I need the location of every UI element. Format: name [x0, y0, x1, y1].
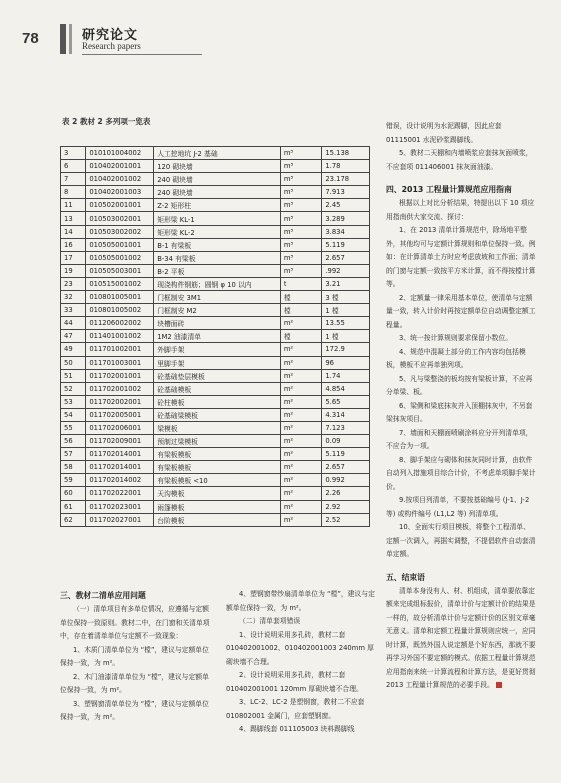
quantity: 2.45 [322, 199, 370, 212]
list-item: 9.按项目列清单，不要按基础编号 (J-1、J-2 等) 或构件编号 (L1,L2 等) 列清单项。 [386, 496, 530, 518]
page-number: 78 [22, 30, 39, 47]
paragraph: 根据以上对比分析结果，特提出以下 10 项应用指南供大家交流、探讨： [386, 199, 535, 221]
list-item: 2、设计说明采用多孔砖，教材二套 010402001001 120mm 厚砌块墙不合理。 [226, 671, 363, 693]
header-decor-bar [60, 24, 66, 54]
unit: m³ [280, 186, 322, 199]
unit: 樘 [280, 291, 322, 304]
item-code: 010402001001 [86, 160, 154, 173]
item-name: 有梁板模板 [154, 448, 281, 461]
list-item: 1、在 2013 清单计算规范中，除场地平整外，其他均可与定额计算规则和单位保持一致。例如：在计算清单土方时应考虑放坡和工作面；清单的门窗与定额一致按平方米计算，而不得按樘计算等。 [386, 226, 536, 288]
list-item: 5、凡与梁整浇的板均按有梁板计算，不应再分单梁、板。 [386, 374, 533, 396]
section-title-cn: 研究论文 [82, 28, 139, 43]
item-name: 有梁板模板 <10 [154, 474, 281, 487]
right-column [386, 120, 536, 693]
item-name: 梁模板 [154, 421, 281, 434]
quantity: 7.913 [322, 186, 370, 199]
unit: m² [280, 448, 322, 461]
row-index: 56 [61, 435, 86, 448]
paragraph: 错误，设计说明为水泥踢脚，因此应套 01115001 水泥砂浆踢脚线。 [386, 122, 502, 144]
quantity: 1 樘 [322, 304, 370, 317]
item-code: 010503002001 [86, 212, 154, 225]
list-item: 3、塑钢窗清单单位为 “樘”，建议与定额单位保持一致，为 m²。 [60, 699, 209, 721]
quantity: 172.9 [322, 343, 370, 356]
unit: 樘 [280, 330, 322, 343]
table-row [61, 435, 370, 448]
quantity: 4.314 [322, 408, 370, 421]
list-item: 4、踢脚线套 011105003 块料踢脚线 [239, 725, 355, 733]
item-name: 240 砌块墙 [154, 173, 281, 186]
item-code: 010503002002 [86, 225, 154, 238]
header-rule [82, 54, 202, 55]
section-3-heading: 三、教材二清单应用问题 [60, 591, 146, 600]
list-item: 8、脚手架应与砌体和抹灰同时计算，由软件自动列入措施项目综合计价，不考虑单项脚手架计价。 [386, 455, 536, 491]
row-index: 49 [61, 343, 86, 356]
row-index: 17 [61, 251, 86, 264]
section-5-heading: 五、结束语 [386, 572, 425, 582]
quantity: 13.55 [322, 317, 370, 330]
quantity: 96 [322, 356, 370, 369]
table-row [61, 173, 370, 186]
quantity: 4.854 [322, 382, 370, 395]
table-row [61, 395, 370, 408]
unit: m³ [280, 212, 322, 225]
table-row [61, 513, 370, 526]
quantity: 2.92 [322, 500, 370, 513]
table-row [61, 251, 370, 264]
table-row [61, 330, 370, 343]
item-code: 010402001002 [86, 173, 154, 186]
item-code: 010801005001 [86, 291, 154, 304]
item-code: 011702027001 [86, 513, 154, 526]
row-index: 6 [61, 160, 86, 173]
quantity: 5.65 [322, 395, 370, 408]
quantity: 23.178 [322, 173, 370, 186]
table-row [61, 500, 370, 513]
left-column-1 [60, 588, 210, 725]
row-index: 44 [61, 317, 86, 330]
unit: m³ [280, 147, 322, 160]
unit: m² [280, 421, 322, 434]
paragraph: （一）清单项目有多单位情况，应遵循与定额单位保持一致原则。教材二中，在门窗和关清单项中，存在着清单单位与定额不一致现象： [60, 605, 210, 640]
item-code: 011206002002 [86, 317, 154, 330]
row-index: 53 [61, 395, 86, 408]
quantity: 1.74 [322, 369, 370, 382]
row-index: 57 [61, 448, 86, 461]
item-code: 010505001001 [86, 238, 154, 251]
table-row [61, 487, 370, 500]
item-name: 里脚手架 [154, 356, 281, 369]
item-name: B-2 平板 [154, 264, 281, 277]
list-item: 1、设计说明采用多孔砖，教材二套 010402001002、010402001003 240mm 厚砌块墙不合理。 [226, 630, 374, 666]
unit: m³ [280, 199, 322, 212]
item-name: 门框制安 3M1 [154, 291, 281, 304]
table-row [61, 474, 370, 487]
item-name: 雨篷模板 [154, 500, 281, 513]
unit: m³ [280, 173, 322, 186]
item-name: 天沟模板 [154, 487, 281, 500]
item-name: B-1 有梁板 [154, 238, 281, 251]
quantity: 3.21 [322, 277, 370, 290]
unit: m³ [280, 225, 322, 238]
unit: m² [280, 474, 322, 487]
list-item: 4、规范中混凝土部分的工作内容均包括模板，模板不应再单独列项。 [386, 347, 526, 369]
left-column-2 [226, 588, 376, 737]
quantity: 2.657 [322, 461, 370, 474]
quantity: 15.138 [322, 147, 370, 160]
item-code: 011401001002 [86, 330, 154, 343]
unit: m² [280, 500, 322, 513]
row-index: 8 [61, 186, 86, 199]
item-name: B-34 有梁板 [154, 251, 281, 264]
row-index: 50 [61, 356, 86, 369]
section-title-en: Research papers [82, 41, 141, 51]
unit: m² [280, 461, 322, 474]
item-name: 120 砌块墙 [154, 160, 281, 173]
item-code: 010402001003 [86, 186, 154, 199]
table-row [61, 421, 370, 434]
item-code: 011702009001 [86, 435, 154, 448]
row-index: 16 [61, 238, 86, 251]
table-row [61, 408, 370, 421]
unit: m² [280, 395, 322, 408]
quantity: 7.123 [322, 421, 370, 434]
paragraph: 5、教材二天棚和内墙喷浆应套抹灰面喷浆，不应套项 011406001 抹灰面油漆。 [386, 149, 533, 171]
list-item: 7、墙面和天棚面喷刷涂料应分开列清单项，不应合为一项。 [386, 428, 533, 450]
header-decor-bar-thin [69, 24, 72, 54]
item-name: 预制过梁模板 [154, 435, 281, 448]
quantity: .992 [322, 264, 370, 277]
item-name: 块槽面砖 [154, 317, 281, 330]
unit: m² [280, 513, 322, 526]
table-row [61, 343, 370, 356]
quantity: 0.09 [322, 435, 370, 448]
item-name: 240 砌块墙 [154, 186, 281, 199]
unit: m² [280, 343, 322, 356]
item-code: 011701003001 [86, 356, 154, 369]
item-code: 011702023001 [86, 500, 154, 513]
item-code: 011702014001 [86, 461, 154, 474]
item-name: 外脚手架 [154, 343, 281, 356]
unit: m³ [280, 251, 322, 264]
row-index: 54 [61, 408, 86, 421]
item-code: 011702002001 [86, 395, 154, 408]
subheading: （二）清单套项错误 [239, 617, 301, 625]
quantity: 1.78 [322, 160, 370, 173]
item-name: 砼基础垫层模板 [154, 369, 281, 382]
conclusion-paragraph: 清单本身没有人、材、机组成，清单要依靠定额来完成组标报价，清单计价与定额计价的结果是一样的，故分析清单计价与定额计价的区别文章毫无意义。清单和定额工程量计算规则应统一，应同时计算，既然外国人说定额是个好东西，那就不要再学习外国不要定额的模式。依据工程量计算规范应用指南来统一计算流程和计算方法，是更好贯彻 2013 工程量计算规范的必要手段。 [386, 586, 536, 689]
item-code: 010505003001 [86, 264, 154, 277]
item-name: 砼基础梁模板 [154, 408, 281, 421]
table-row [61, 147, 370, 160]
row-index: 58 [61, 461, 86, 474]
paragraph: 4、塑钢窗带纱扇清单单位为 “樘”，建议与定额单位保持一致，为 m²。 [226, 590, 375, 612]
table-row [61, 448, 370, 461]
row-index: 23 [61, 277, 86, 290]
row-index: 13 [61, 212, 86, 225]
row-index: 55 [61, 421, 86, 434]
unit: m² [280, 317, 322, 330]
table-row [61, 382, 370, 395]
unit: m³ [280, 238, 322, 251]
quantity: 0.992 [322, 474, 370, 487]
table-row [61, 291, 370, 304]
item-name: 门框制安 M2 [154, 304, 281, 317]
row-index: 62 [61, 513, 86, 526]
quantity: 3.289 [322, 212, 370, 225]
item-code: 010505001002 [86, 251, 154, 264]
unit: m³ [280, 160, 322, 173]
item-name: 现浇构件钢筋；圆钢 φ 10 以内 [154, 277, 281, 290]
quantity: 3 樘 [322, 291, 370, 304]
table-row [61, 160, 370, 173]
unit: m² [280, 408, 322, 421]
row-index: 3 [61, 147, 86, 160]
item-name: 人工挖地坑 J-2 基础 [154, 147, 281, 160]
quantity: 3.834 [322, 225, 370, 238]
table-row [61, 304, 370, 317]
quantity: 5.119 [322, 448, 370, 461]
unit: m² [280, 369, 322, 382]
comparison-table [60, 146, 370, 527]
item-code: 011702014001 [86, 448, 154, 461]
item-name: 1M2 油漆清单 [154, 330, 281, 343]
table-row [61, 212, 370, 225]
list-item: 2、木门油漆清单单位为 “樘”，建议与定额单位保持一致，为 m²。 [60, 672, 209, 694]
list-item: 3、统一按计算规则要求保留小数位。 [399, 334, 513, 342]
row-index: 11 [61, 199, 86, 212]
table-row [61, 277, 370, 290]
item-code: 010502001001 [86, 199, 154, 212]
quantity: 2.52 [322, 513, 370, 526]
table-row [61, 264, 370, 277]
table-row [61, 317, 370, 330]
list-item: 2、定额量一律采用基本单位，使清单与定额量一致，转入计价时再按定额单位自动调整定额工程量。 [386, 293, 536, 329]
item-code: 010801005002 [86, 304, 154, 317]
unit: m² [280, 435, 322, 448]
table-row [61, 199, 370, 212]
unit: m² [280, 487, 322, 500]
item-code: 010515001002 [86, 277, 154, 290]
item-code: 011702001002 [86, 382, 154, 395]
table-row [61, 225, 370, 238]
item-code: 011702014002 [86, 474, 154, 487]
row-index: 19 [61, 264, 86, 277]
row-index: 7 [61, 173, 86, 186]
table-title: 表 2 教材 2 多列项一览表 [62, 117, 151, 126]
item-name: 矩形梁 KL-1 [154, 212, 281, 225]
table-row [61, 238, 370, 251]
unit: 樘 [280, 304, 322, 317]
row-index: 60 [61, 487, 86, 500]
row-index: 51 [61, 369, 86, 382]
list-item: 6、梁侧和梁底抹灰并入顶棚抹灰中，不另套梁抹灰项目。 [386, 401, 533, 423]
quantity: 5.119 [322, 238, 370, 251]
list-item: 10、全面实行项目模板，将整个工程清单、定额一次调入，再据实调整，不提倡软件自动套清单定额。 [386, 523, 536, 558]
item-name: 台阶模板 [154, 513, 281, 526]
row-index: 61 [61, 500, 86, 513]
item-code: 010101004002 [86, 147, 154, 160]
list-item: 1、木质门清单单位为 “樘”，建议与定额单位保持一致，为 m²。 [60, 645, 209, 667]
item-name: 砼柱模板 [154, 395, 281, 408]
quantity: 1 樘 [322, 330, 370, 343]
row-index: 33 [61, 304, 86, 317]
unit: m² [280, 356, 322, 369]
table-row [61, 369, 370, 382]
item-code: 011702001001 [86, 369, 154, 382]
unit: m² [280, 382, 322, 395]
unit: m³ [280, 264, 322, 277]
item-name: Z-2 矩形柱 [154, 199, 281, 212]
item-code: 011701002001 [86, 343, 154, 356]
quantity: 2.26 [322, 487, 370, 500]
section-4-heading: 四、2013 工程量计算规范应用指南 [386, 185, 512, 194]
item-name: 矩形梁 KL-2 [154, 225, 281, 238]
item-code: 011702022001 [86, 487, 154, 500]
table-row [61, 186, 370, 199]
table-row [61, 356, 370, 369]
quantity: 2.657 [322, 251, 370, 264]
row-index: 32 [61, 291, 86, 304]
row-index: 47 [61, 330, 86, 343]
list-item: 3、LC-2、LC-2 是塑钢窗，教材二不应套 010802001 金属门，应套塑钢窗。 [226, 698, 365, 720]
item-name: 砼基础模板 [154, 382, 281, 395]
unit: t [280, 277, 322, 290]
item-code: 011702006001 [86, 421, 154, 434]
item-code: 011702005001 [86, 408, 154, 421]
row-index: 52 [61, 382, 86, 395]
end-mark-icon [496, 682, 502, 688]
item-name: 有梁板模板 [154, 461, 281, 474]
table-row [61, 461, 370, 474]
row-index: 14 [61, 225, 86, 238]
row-index: 59 [61, 474, 86, 487]
